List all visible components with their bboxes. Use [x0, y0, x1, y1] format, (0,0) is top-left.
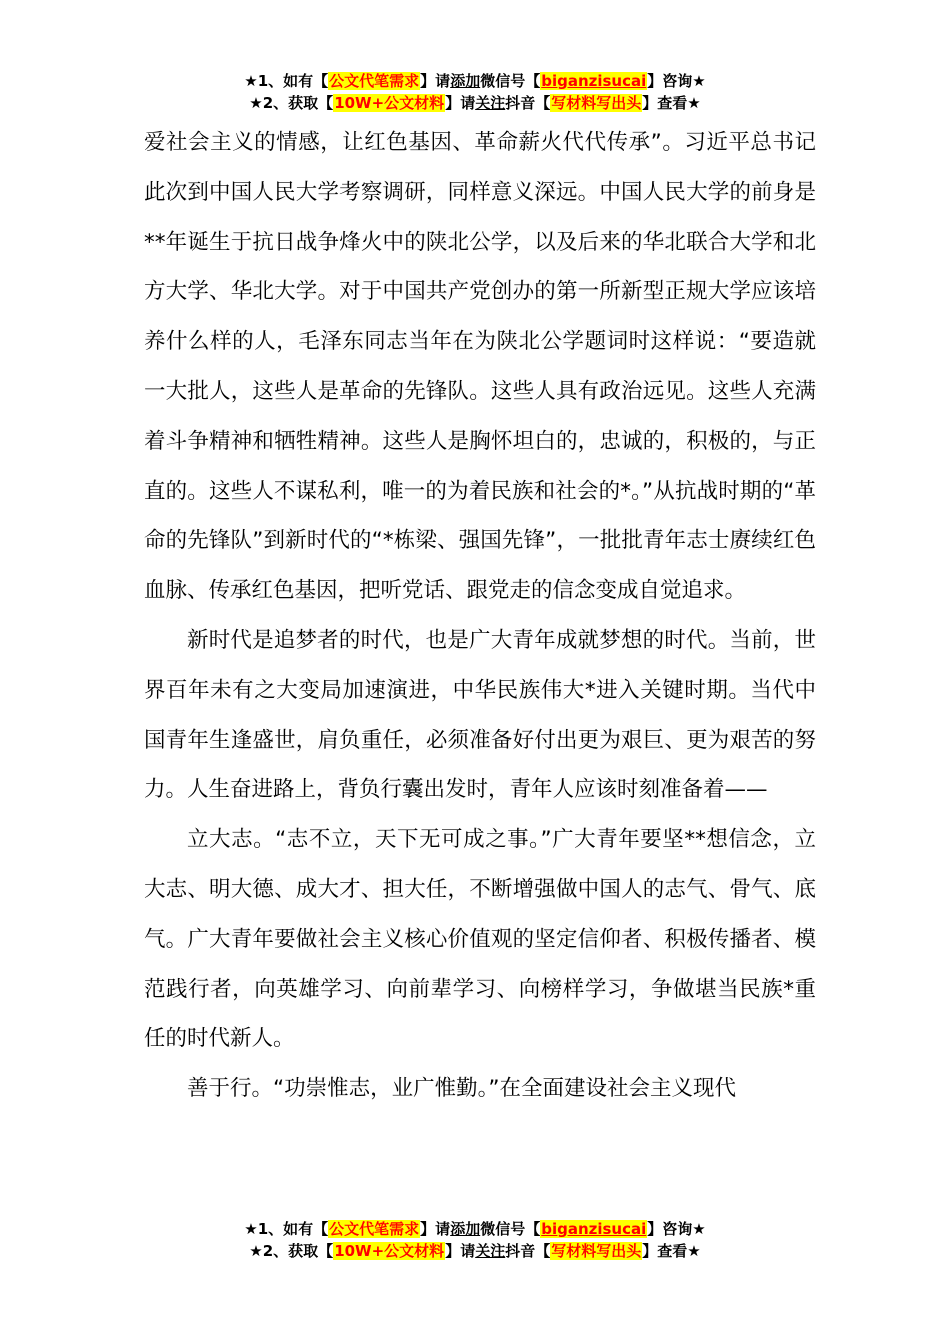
banner-text: 】请	[445, 1242, 476, 1260]
highlight-wechat-id: biganzisucai	[541, 72, 647, 90]
banner-text: ★1、如有【	[244, 72, 329, 90]
banner-underlined-text: 添加	[450, 1220, 481, 1238]
paragraph: 爱社会主义的情感，让红色基因、革命薪火代代传承”。习近平总书记此次到中国人民大学考察调研，同样意义深远。中国人民大学的前身是**年诞生于抗日战争烽火中的陕北公学，以及后来的华北联合大学和北方大学、华北大学。对于中国共产党创办的第一所新型正规大学应该培养什么样的人，毛泽东同志当年在为陕北公学题词时这样说：“要造就一大批人，这些人是革命的先锋队。这些人具有政治远见。这些人充满着斗争精神和牺牲精神。这些人是胸怀坦白的，忠诚的，积极的，与正直的。这些人不谋私利，唯一的为着民族和社会的*。”从抗战时期的“革命的先锋队”到新时代的“*栋梁、强国先锋”，一批批青年志士赓续红色血脉、传承红色基因，把听党话、跟党走的信念变成自觉追求。	[144, 130, 816, 604]
highlight-douyin-account: 写材料写出头	[551, 1242, 642, 1260]
highlight-materials: 10W+公文材料	[334, 94, 445, 112]
banner-text: ★2、获取【	[249, 1242, 334, 1260]
paragraph: 立大志。“志不立，天下无可成之事。”广大青年要坚**想信念，立大志、明大德、成大才、担大任，不断增强做中国人的志气、骨气、底气。广大青年要做社会主义核心价值观的坚定信仰者、积极传播者、模范践行者，向英雄学习、向前辈学习、向榜样学习，争做堪当民族*重任的时代新人。	[144, 827, 816, 1052]
header-banner-line-1	[0, 70, 950, 92]
document-body	[144, 118, 816, 1114]
banner-text: ★2、获取【	[249, 94, 334, 112]
banner-underlined-text: 关注	[475, 94, 506, 112]
banner-text: 】请	[445, 94, 476, 112]
banner-text: 】咨询★	[647, 1220, 706, 1238]
footer-banner	[0, 1218, 950, 1262]
highlight-ghostwriting: 公文代笔需求	[329, 72, 420, 90]
highlight-ghostwriting: 公文代笔需求	[329, 1220, 420, 1238]
banner-text: 抖音【	[505, 94, 551, 112]
banner-text: 】请	[420, 72, 451, 90]
header-banner-line-2	[0, 92, 950, 114]
footer-banner-line-2	[0, 1240, 950, 1262]
banner-text: 微信号【	[480, 1220, 541, 1238]
paragraph: 新时代是追梦者的时代，也是广大青年成就梦想的时代。当前，世界百年未有之大变局加速演进，中华民族伟大*进入关键时期。当代中国青年生逢盛世，肩负重任，必须准备好付出更为艰巨、更为艰苦的努力。人生奋进路上，背负行囊出发时，青年人应该时刻准备着——	[144, 627, 816, 803]
highlight-wechat-id: biganzisucai	[541, 1220, 647, 1238]
banner-text: 】请	[420, 1220, 451, 1238]
paragraph: 善于行。“功崇惟志，业广惟勤。”在全面建设社会主义现代	[187, 1076, 737, 1102]
banner-text: 微信号【	[480, 72, 541, 90]
footer-banner-line-1	[0, 1218, 950, 1240]
banner-underlined-text: 添加	[450, 72, 481, 90]
header-banner	[0, 70, 950, 114]
highlight-douyin-account: 写材料写出头	[551, 94, 642, 112]
highlight-materials: 10W+公文材料	[334, 1242, 445, 1260]
banner-text: 抖音【	[505, 1242, 551, 1260]
banner-underlined-text: 关注	[475, 1242, 506, 1260]
banner-text: 】查看★	[642, 94, 701, 112]
banner-text: 】查看★	[642, 1242, 701, 1260]
banner-text: 】咨询★	[647, 72, 706, 90]
banner-text: ★1、如有【	[244, 1220, 329, 1238]
